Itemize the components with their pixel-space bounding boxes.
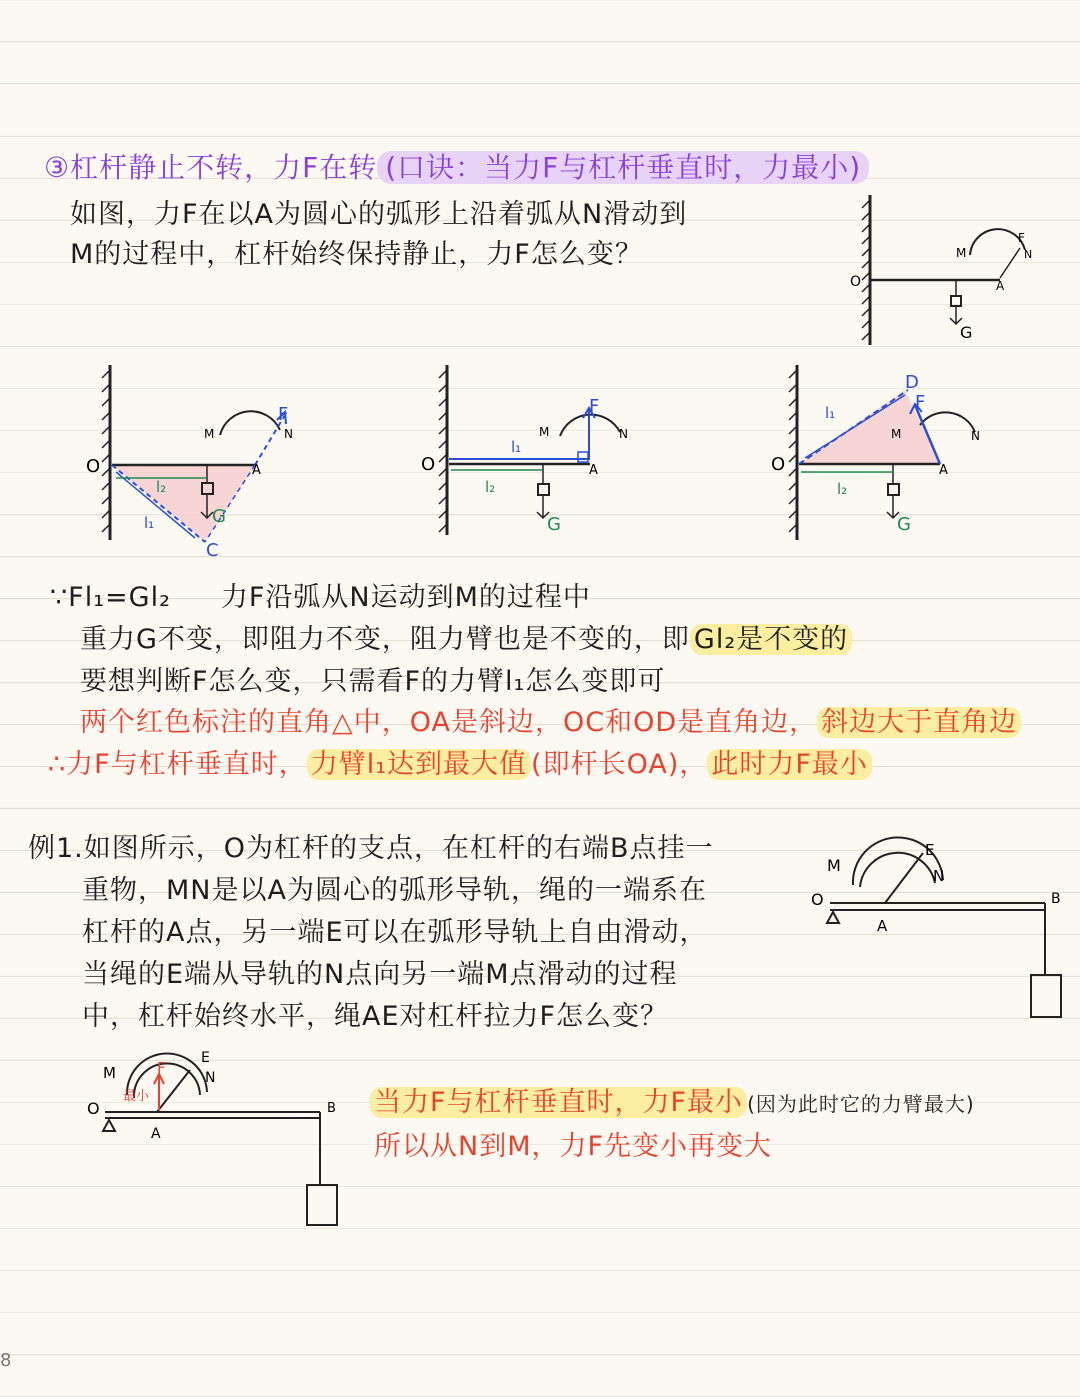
analysis-line-5 (48, 742, 872, 781)
analysis-line-5-highlight-1: 力臂l₁达到最大值 (307, 749, 531, 780)
heading-tip: (口诀：当力F与杠杆垂直时，力最小) (377, 151, 869, 184)
question-line-2: M的过程中，杠杆始终保持静止，力F怎么变？ (70, 239, 643, 270)
label-l1: l₁ (511, 438, 522, 456)
example-line-2: 重物，MN是以A为圆心的弧形导轨，绳的一端系在 (82, 875, 707, 906)
answer-line-1 (370, 1080, 975, 1119)
label-l2: l₂ (485, 478, 496, 496)
answer-line-1-highlight: 当力F与杠杆垂直时，力F最小 (370, 1087, 747, 1118)
analysis-line-4-highlight: 斜边大于直角边 (817, 707, 1021, 738)
label-G: G (960, 323, 973, 342)
label-F: F (915, 392, 926, 413)
example-line-5: 中，杠杆始终水平，绳AE对杠杆拉力F怎么变？ (82, 1001, 669, 1032)
label-G: G (212, 506, 226, 527)
example-line-4: 当绳的E端从导轨的N点向另一端M点滑动的过程 (82, 959, 678, 990)
label-N: N (619, 427, 628, 441)
label-D: D (905, 372, 919, 393)
analysis-line-5-mid: (即杆长OA)， (531, 749, 708, 780)
label-O: O (850, 274, 862, 290)
label-N: N (933, 867, 945, 885)
label-M: M (204, 427, 215, 441)
page-number: 8 (0, 1350, 12, 1371)
label-G: G (547, 514, 561, 535)
analysis-line-5-highlight-2: 此时力F最小 (707, 749, 872, 780)
analysis-line-4 (80, 700, 1021, 739)
label-M: M (891, 427, 902, 441)
label-B: B (1051, 891, 1061, 907)
label-l2: l₂ (837, 480, 848, 498)
label-O: O (87, 1099, 100, 1118)
analysis-line-2 (80, 617, 852, 656)
label-O: O (771, 454, 786, 475)
analysis-line-5-text: ∴力F与杠杆垂直时， (48, 749, 307, 780)
label-M: M (103, 1064, 116, 1082)
label-A: A (996, 279, 1005, 293)
label-N: N (971, 429, 980, 443)
analysis-line-4-text: 两个红色标注的直角△中，OA是斜边，OC和OD是直角边， (80, 707, 818, 738)
answer-line-1-note: (因为此时它的力臂最大) (747, 1092, 975, 1116)
label-G: G (897, 514, 911, 535)
label-A: A (252, 463, 261, 478)
label-N: N (1024, 248, 1033, 261)
lever-diagram-3 (765, 360, 1005, 550)
label-F: F (1018, 231, 1025, 245)
answer-line-2: 所以从N到M，力F先变小再变大 (374, 1131, 773, 1162)
section-heading (44, 146, 869, 186)
label-B: B (327, 1101, 336, 1116)
equation: ∵Fl₁=Gl₂ (50, 582, 171, 613)
lever-diagram-1 (80, 360, 310, 560)
label-A: A (877, 917, 888, 935)
label-l1: l₁ (144, 514, 155, 532)
label-A: A (589, 463, 598, 478)
label-l1: l₁ (825, 404, 836, 422)
label-F: F (157, 1059, 166, 1077)
label-N: N (205, 1070, 216, 1086)
label-C: C (206, 540, 219, 560)
label-M: M (827, 856, 841, 875)
analysis-line-2-highlight: Gl₂是不变的 (690, 624, 852, 655)
example-line-1: 例1.如图所示，O为杠杆的支点，在杠杆的右端B点挂一 (28, 833, 714, 864)
heading-text: ③杠杆静止不转，力F在转 (44, 151, 378, 184)
label-min: 最小 (123, 1089, 150, 1104)
label-E: E (925, 841, 935, 859)
label-F: F (589, 396, 600, 417)
label-E: E (201, 1050, 210, 1066)
label-O: O (86, 456, 101, 477)
label-N: N (284, 427, 293, 441)
label-A: A (151, 1126, 161, 1142)
label-O: O (811, 890, 824, 909)
lever-diagram-2 (415, 360, 645, 550)
analysis-line-3: 要想判断F怎么变，只需看F的力臂l₁怎么变即可 (80, 666, 666, 697)
analysis-line-1 (50, 575, 591, 614)
example-line-3: 杠杆的A点，另一端E可以在弧形导轨上自由滑动， (82, 917, 708, 948)
example-diagram-answer (85, 1040, 355, 1235)
label-M: M (539, 425, 550, 439)
analysis-line-1-right: 力F沿弧从N运动到M的过程中 (220, 582, 591, 613)
label-O: O (421, 454, 436, 475)
analysis-line-2-text: 重力G不变，即阻力不变，阻力臂也是不变的，即 (80, 624, 690, 655)
label-l2: l₂ (156, 478, 167, 496)
label-A: A (939, 463, 948, 478)
question-line-1: 如图，力F在以A为圆心的弧形上沿着弧从N滑动到 (70, 199, 688, 230)
label-F: F (278, 404, 289, 425)
label-M: M (956, 246, 967, 260)
lever-diagram-main (840, 190, 1040, 350)
example-diagram-question (805, 825, 1065, 1025)
